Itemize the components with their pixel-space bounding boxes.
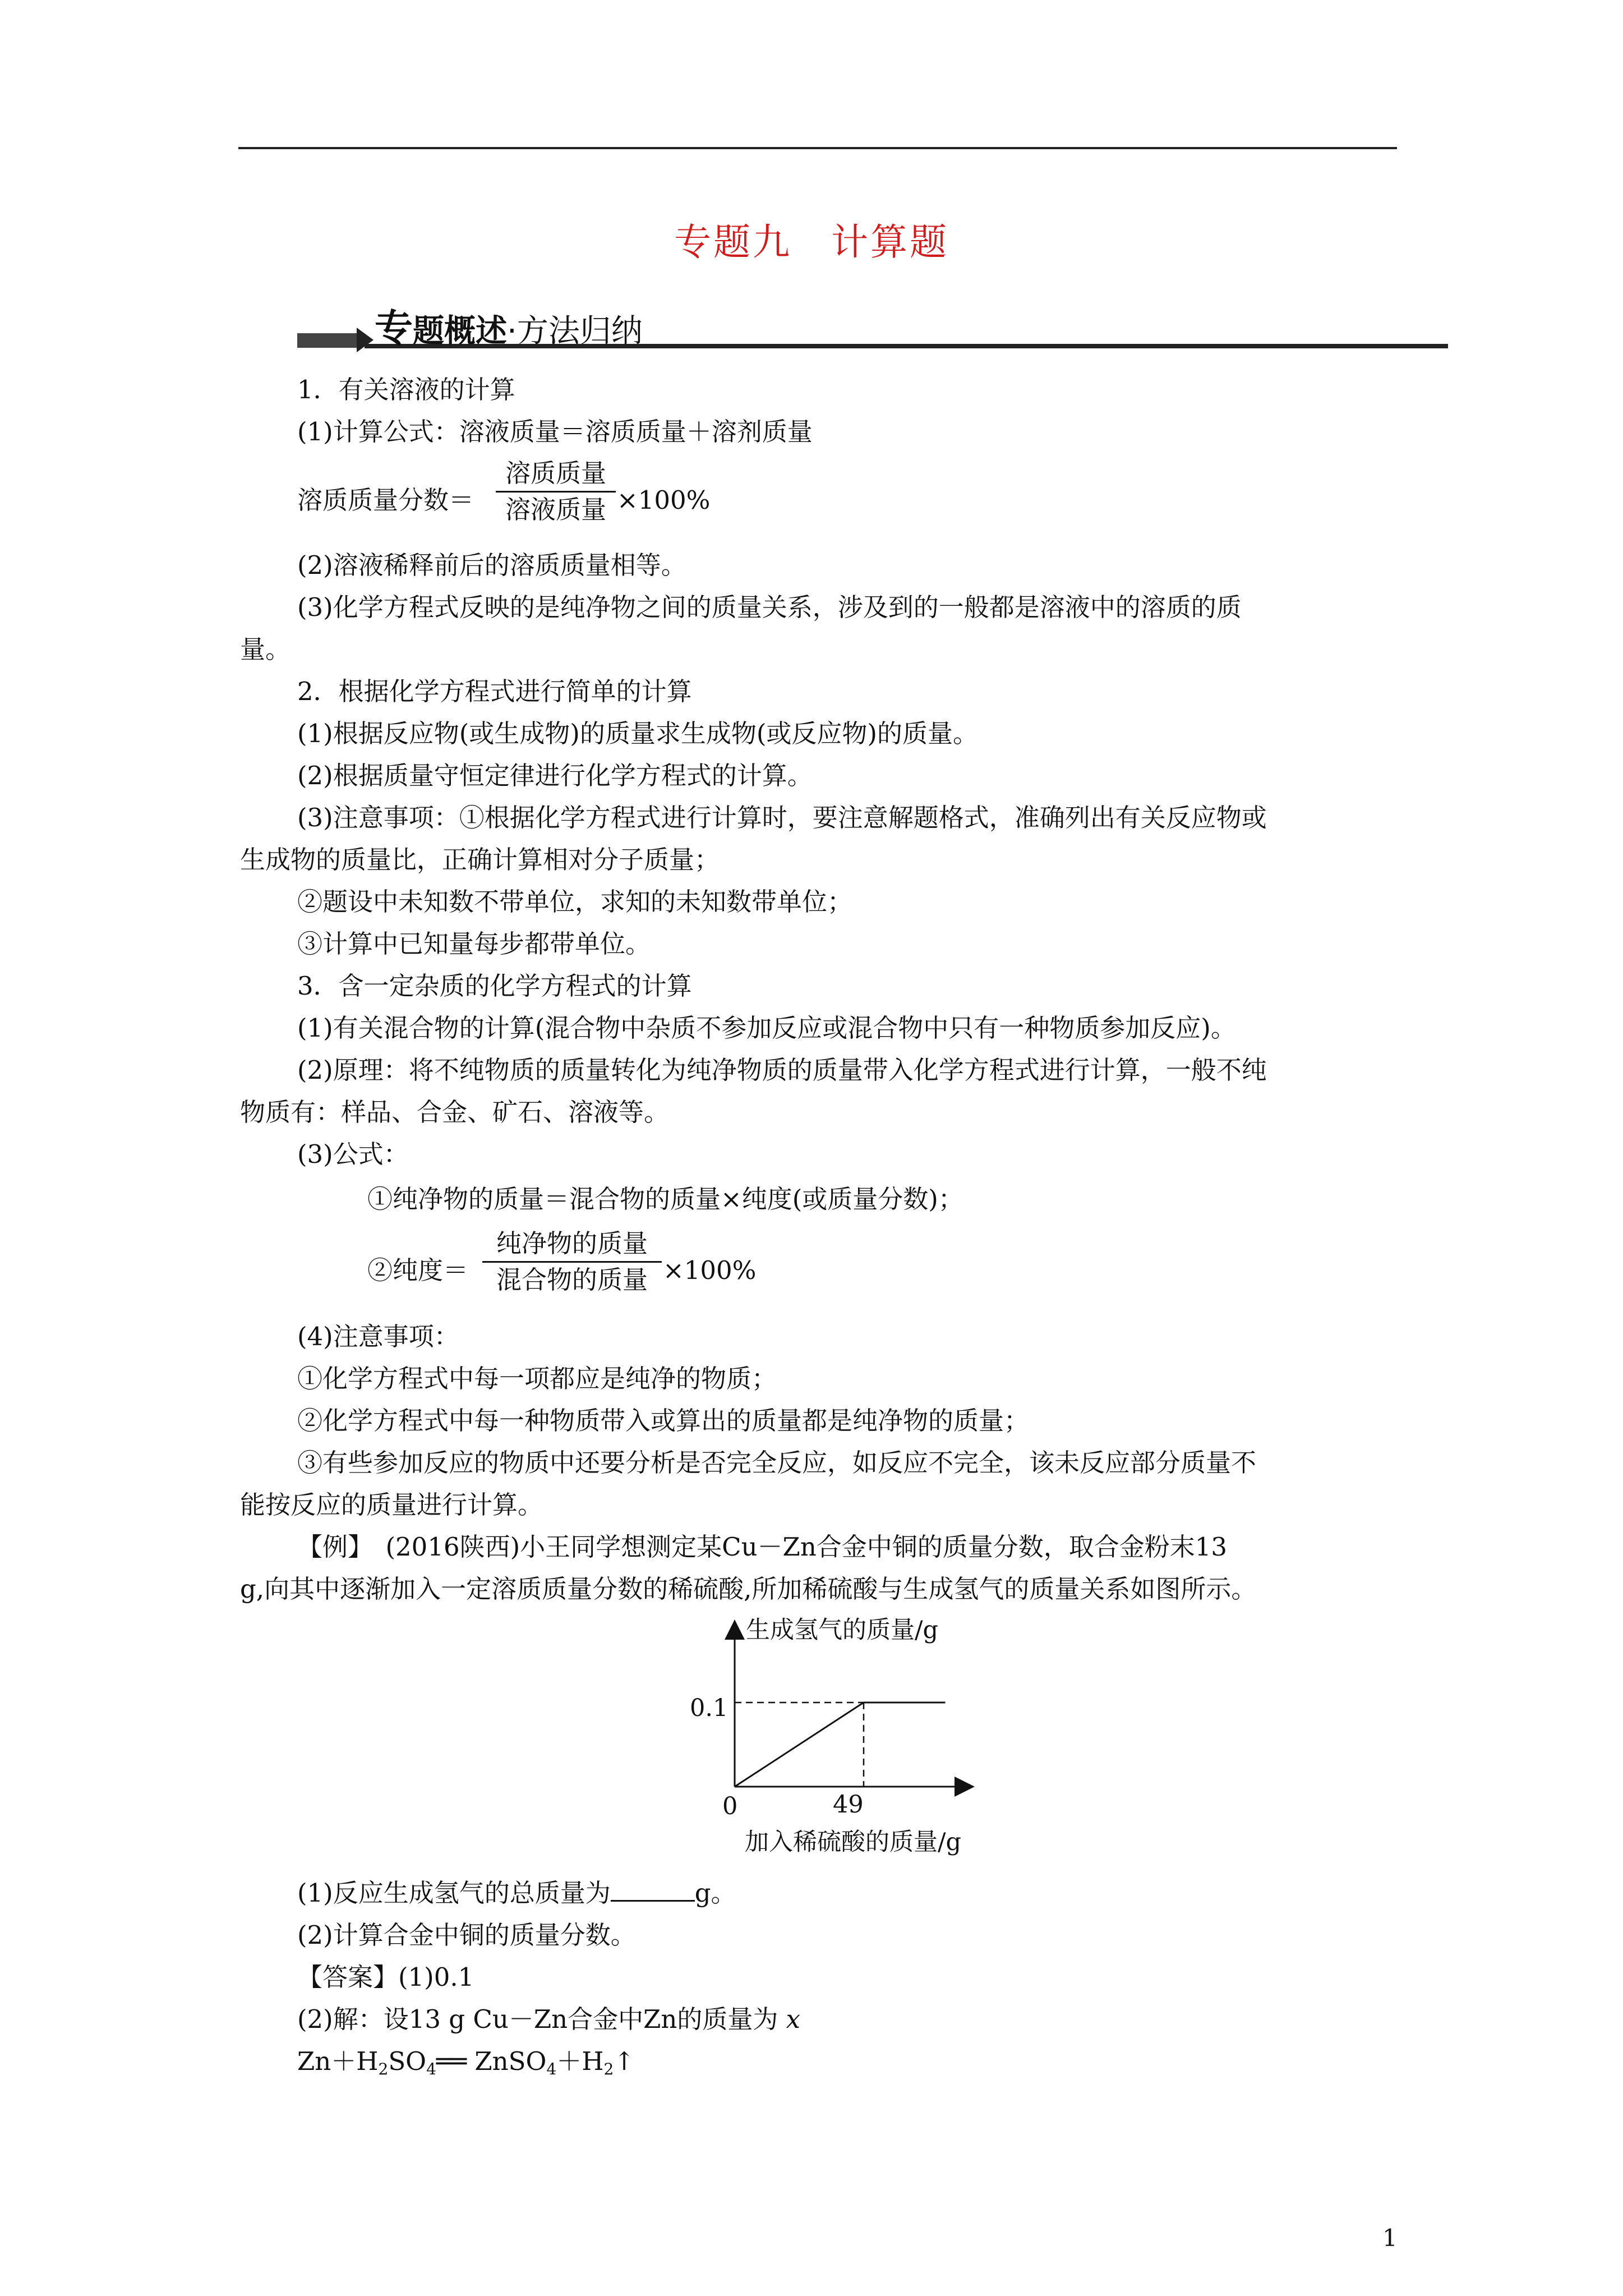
section-title-big: 专	[375, 307, 413, 351]
text-line: 2．根据化学方程式进行简单的计算	[297, 677, 692, 706]
text-line: (1)根据反应物(或生成物)的质量求生成物(或反应物)的质量。	[297, 719, 978, 748]
chemical-equation	[297, 2045, 635, 2086]
fraction-bar	[482, 1261, 662, 1263]
section-arrow-icon	[357, 328, 374, 352]
fraction-bar	[496, 491, 616, 493]
gas-arrow-icon: ↑	[614, 2046, 635, 2076]
question-1-unit: g。	[694, 1878, 736, 1908]
text-line: ③有些参加反应的物质中还要分析是否完全反应，如反应不完全，该未反应部分质量不	[297, 1448, 1257, 1478]
series-line	[735, 1703, 946, 1787]
formula-fraction	[496, 457, 616, 526]
text-line: g,向其中逐渐加入一定溶质质量分数的稀硫酸,所加稀硫酸与生成氢气的质量关系如图所示。	[240, 1574, 1257, 1604]
text-line: (1)有关混合物的计算(混合物中杂质不参加反应或混合物中只有一种物质参加反应)。	[297, 1013, 1236, 1043]
text-line: 能按反应的质量进行计算。	[240, 1490, 543, 1520]
solution-variable: x	[786, 2004, 801, 2034]
equation-subscript: 4	[546, 2060, 557, 2078]
text-line: ③计算中已知量每步都带单位。	[297, 929, 651, 959]
equation-part: SO	[388, 2046, 427, 2076]
x-tick-label: 49	[833, 1791, 864, 1819]
text-line: (2)溶液稀释前后的溶质质量相等。	[297, 550, 686, 580]
text-line: ②题设中未知数不带单位，求知的未知数带单位；	[297, 887, 853, 917]
text-line: ①纯净物的质量＝混合物的质量×纯度(或质量分数)；	[367, 1184, 963, 1214]
text-line: (2)根据质量守恒定律进行化学方程式的计算。	[297, 761, 813, 790]
page-title	[0, 212, 1623, 265]
answer-blank	[611, 1878, 695, 1902]
formula-suffix: ×100%	[663, 1255, 757, 1285]
equation-part: ══ ZnSO	[436, 2046, 547, 2076]
answer-line: 【答案】(1)0.1	[297, 1962, 474, 1992]
text-line: (1)计算公式：溶液质量＝溶质质量＋溶剂质量	[297, 417, 813, 447]
equation-part: ＋H	[556, 2046, 604, 2076]
title-left: 专题九	[674, 220, 792, 264]
fraction-numerator: 溶质质量	[505, 458, 606, 488]
text-line: (2)原理：将不纯物质的质量转化为纯净物质的质量带入化学方程式进行计算，一般不纯	[297, 1055, 1267, 1085]
question-1-text: (1)反应生成氢气的总质量为	[297, 1878, 611, 1908]
section-title-rest: ·方法归纳	[507, 313, 643, 349]
fraction-denominator: 溶液质量	[505, 495, 606, 524]
text-line: (3)注意事项：①根据化学方程式进行计算时，要注意解题格式，准确列出有关反应物或	[297, 803, 1267, 832]
text-line: 【例】 (2016陕西)小王同学想测定某Cu－Zn合金中铜的质量分数，取合金粉末13	[297, 1532, 1228, 1562]
equation-part: Zn＋H	[297, 2046, 379, 2076]
text-line: (3)化学方程式反映的是纯净物之间的质量关系，涉及到的一般都是溶液中的溶质的质	[297, 592, 1242, 622]
y-tick-label: 0.1	[690, 1694, 728, 1722]
text-line: ②化学方程式中每一种物质带入或算出的质量都是纯净物的质量；	[297, 1406, 1030, 1435]
formula-prefix: 溶质质量分数＝	[297, 485, 474, 515]
equation-subscript: 2	[378, 2060, 389, 2078]
question-2: (2)计算合金中铜的质量分数。	[297, 1920, 636, 1950]
page-number: 1	[1382, 2224, 1398, 2252]
section-header-bar	[297, 333, 359, 348]
fraction-denominator: 混合物的质量	[496, 1265, 648, 1295]
formula-fraction	[482, 1227, 662, 1296]
solution-text: (2)解：设13 g Cu－Zn合金中Zn的质量为	[297, 2004, 778, 2034]
formula-suffix: ×100%	[617, 485, 711, 515]
text-line: (3)公式：	[297, 1139, 409, 1169]
question-1	[297, 1876, 736, 1910]
section-title-bold: 题概述	[413, 313, 508, 349]
x-tick-label: 0	[722, 1792, 738, 1820]
text-line: 量。	[240, 634, 291, 664]
text-line: 生成物的质量比，正确计算相对分子质量；	[240, 845, 720, 875]
section-title	[375, 298, 643, 353]
solution-line	[297, 2003, 800, 2036]
text-line: 1．有关溶液的计算	[297, 375, 515, 404]
y-axis-label: 生成氢气的质量/g	[746, 1616, 939, 1644]
text-line: 3．含一定杂质的化学方程式的计算	[297, 971, 692, 1001]
section-header	[297, 292, 1448, 353]
equation-subscript: 4	[426, 2060, 436, 2078]
header-rule	[238, 147, 1397, 149]
title-right: 计算题	[831, 220, 949, 264]
text-line: 物质有：样品、合金、矿石、溶液等。	[240, 1097, 670, 1127]
formula-prefix: ②纯度＝	[367, 1255, 469, 1285]
fraction-numerator: 纯净物的质量	[496, 1228, 648, 1258]
text-line: (4)注意事项：	[297, 1322, 459, 1351]
x-axis-label: 加入稀硫酸的质量/g	[745, 1828, 962, 1856]
equation-subscript: 2	[603, 2060, 614, 2078]
text-line: ①化学方程式中每一项都应是纯净的物质；	[297, 1364, 777, 1393]
hydrogen-mass-chart	[673, 1616, 1009, 1862]
